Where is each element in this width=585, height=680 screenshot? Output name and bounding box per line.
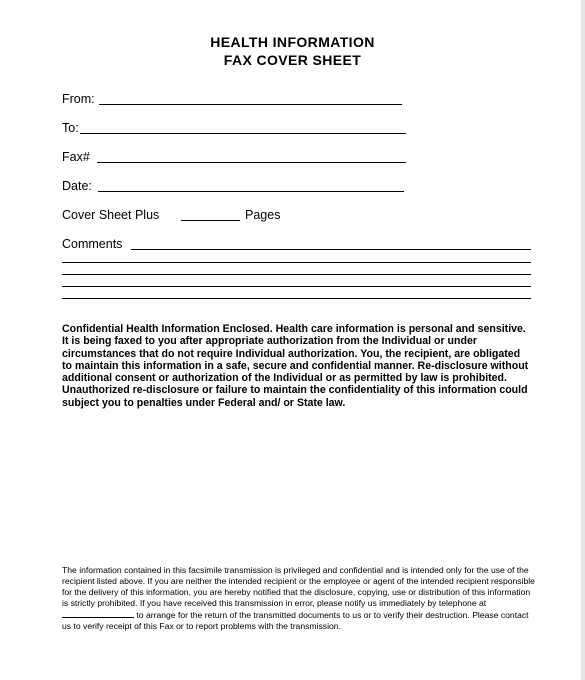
comments-line-3[interactable] <box>62 274 531 275</box>
date-label: Date: <box>62 179 92 193</box>
comments-label: Comments <box>62 237 123 251</box>
date-line[interactable] <box>98 191 404 192</box>
comments-line-2[interactable] <box>62 262 531 263</box>
comments-line-1[interactable] <box>131 249 531 250</box>
page-subtitle: FAX COVER SHEET <box>223 52 362 68</box>
comments-line-5[interactable] <box>62 298 531 299</box>
page-title: HEALTH INFORMATION <box>210 34 375 50</box>
pages-label: Pages <box>245 208 281 222</box>
fax-label: Fax# <box>62 150 90 164</box>
from-line[interactable] <box>99 104 402 105</box>
to-line[interactable] <box>80 133 406 134</box>
cover-sheet-plus-label: Cover Sheet Plus <box>62 208 160 222</box>
footer-disclaimer <box>62 565 536 633</box>
from-label: From: <box>62 92 95 106</box>
pages-count-line[interactable] <box>181 220 240 221</box>
to-label: To: <box>62 121 79 135</box>
footer-text-part2: to arrange for the return of the transmitted documents to us or to verify their destruction. Please contact us to verify receipt of this Fax or to report problems with the transmission. <box>62 610 529 632</box>
footer-text-part1: The information contained in this facsimile transmission is privileged and confidential and is intended only for the use of the recipient listed above. If you are neither the intended recipient or the employee or agent of the intended recipient responsible for the delivery of this information, you are hereby notified that the disclosure, copying, use or distribution of this information is strictly prohibited. If you have received this transmission in error, please notify us immediately by telephone at <box>62 565 535 609</box>
page-edge <box>581 0 585 680</box>
comments-line-4[interactable] <box>62 286 531 287</box>
fax-line[interactable] <box>97 162 406 163</box>
confidential-notice: Confidential Health Information Enclosed. Health care information is personal and sensitive. It is being faxed to you after appropriate authorization from the Individual or under circumstances that do not require Individual authorization. You, the recipient, are obligated to maintain this information in a safe, secure and confidential manner. Re-disclosure without additional consent or authorization of the Individual or as permitted by law is prohibited. Unauthorized re-disclosure or failure to maintain the confidentiality of this information could subject you to penalties under Federal and/ or State law. <box>62 323 529 409</box>
telephone-blank-line[interactable] <box>62 609 134 618</box>
